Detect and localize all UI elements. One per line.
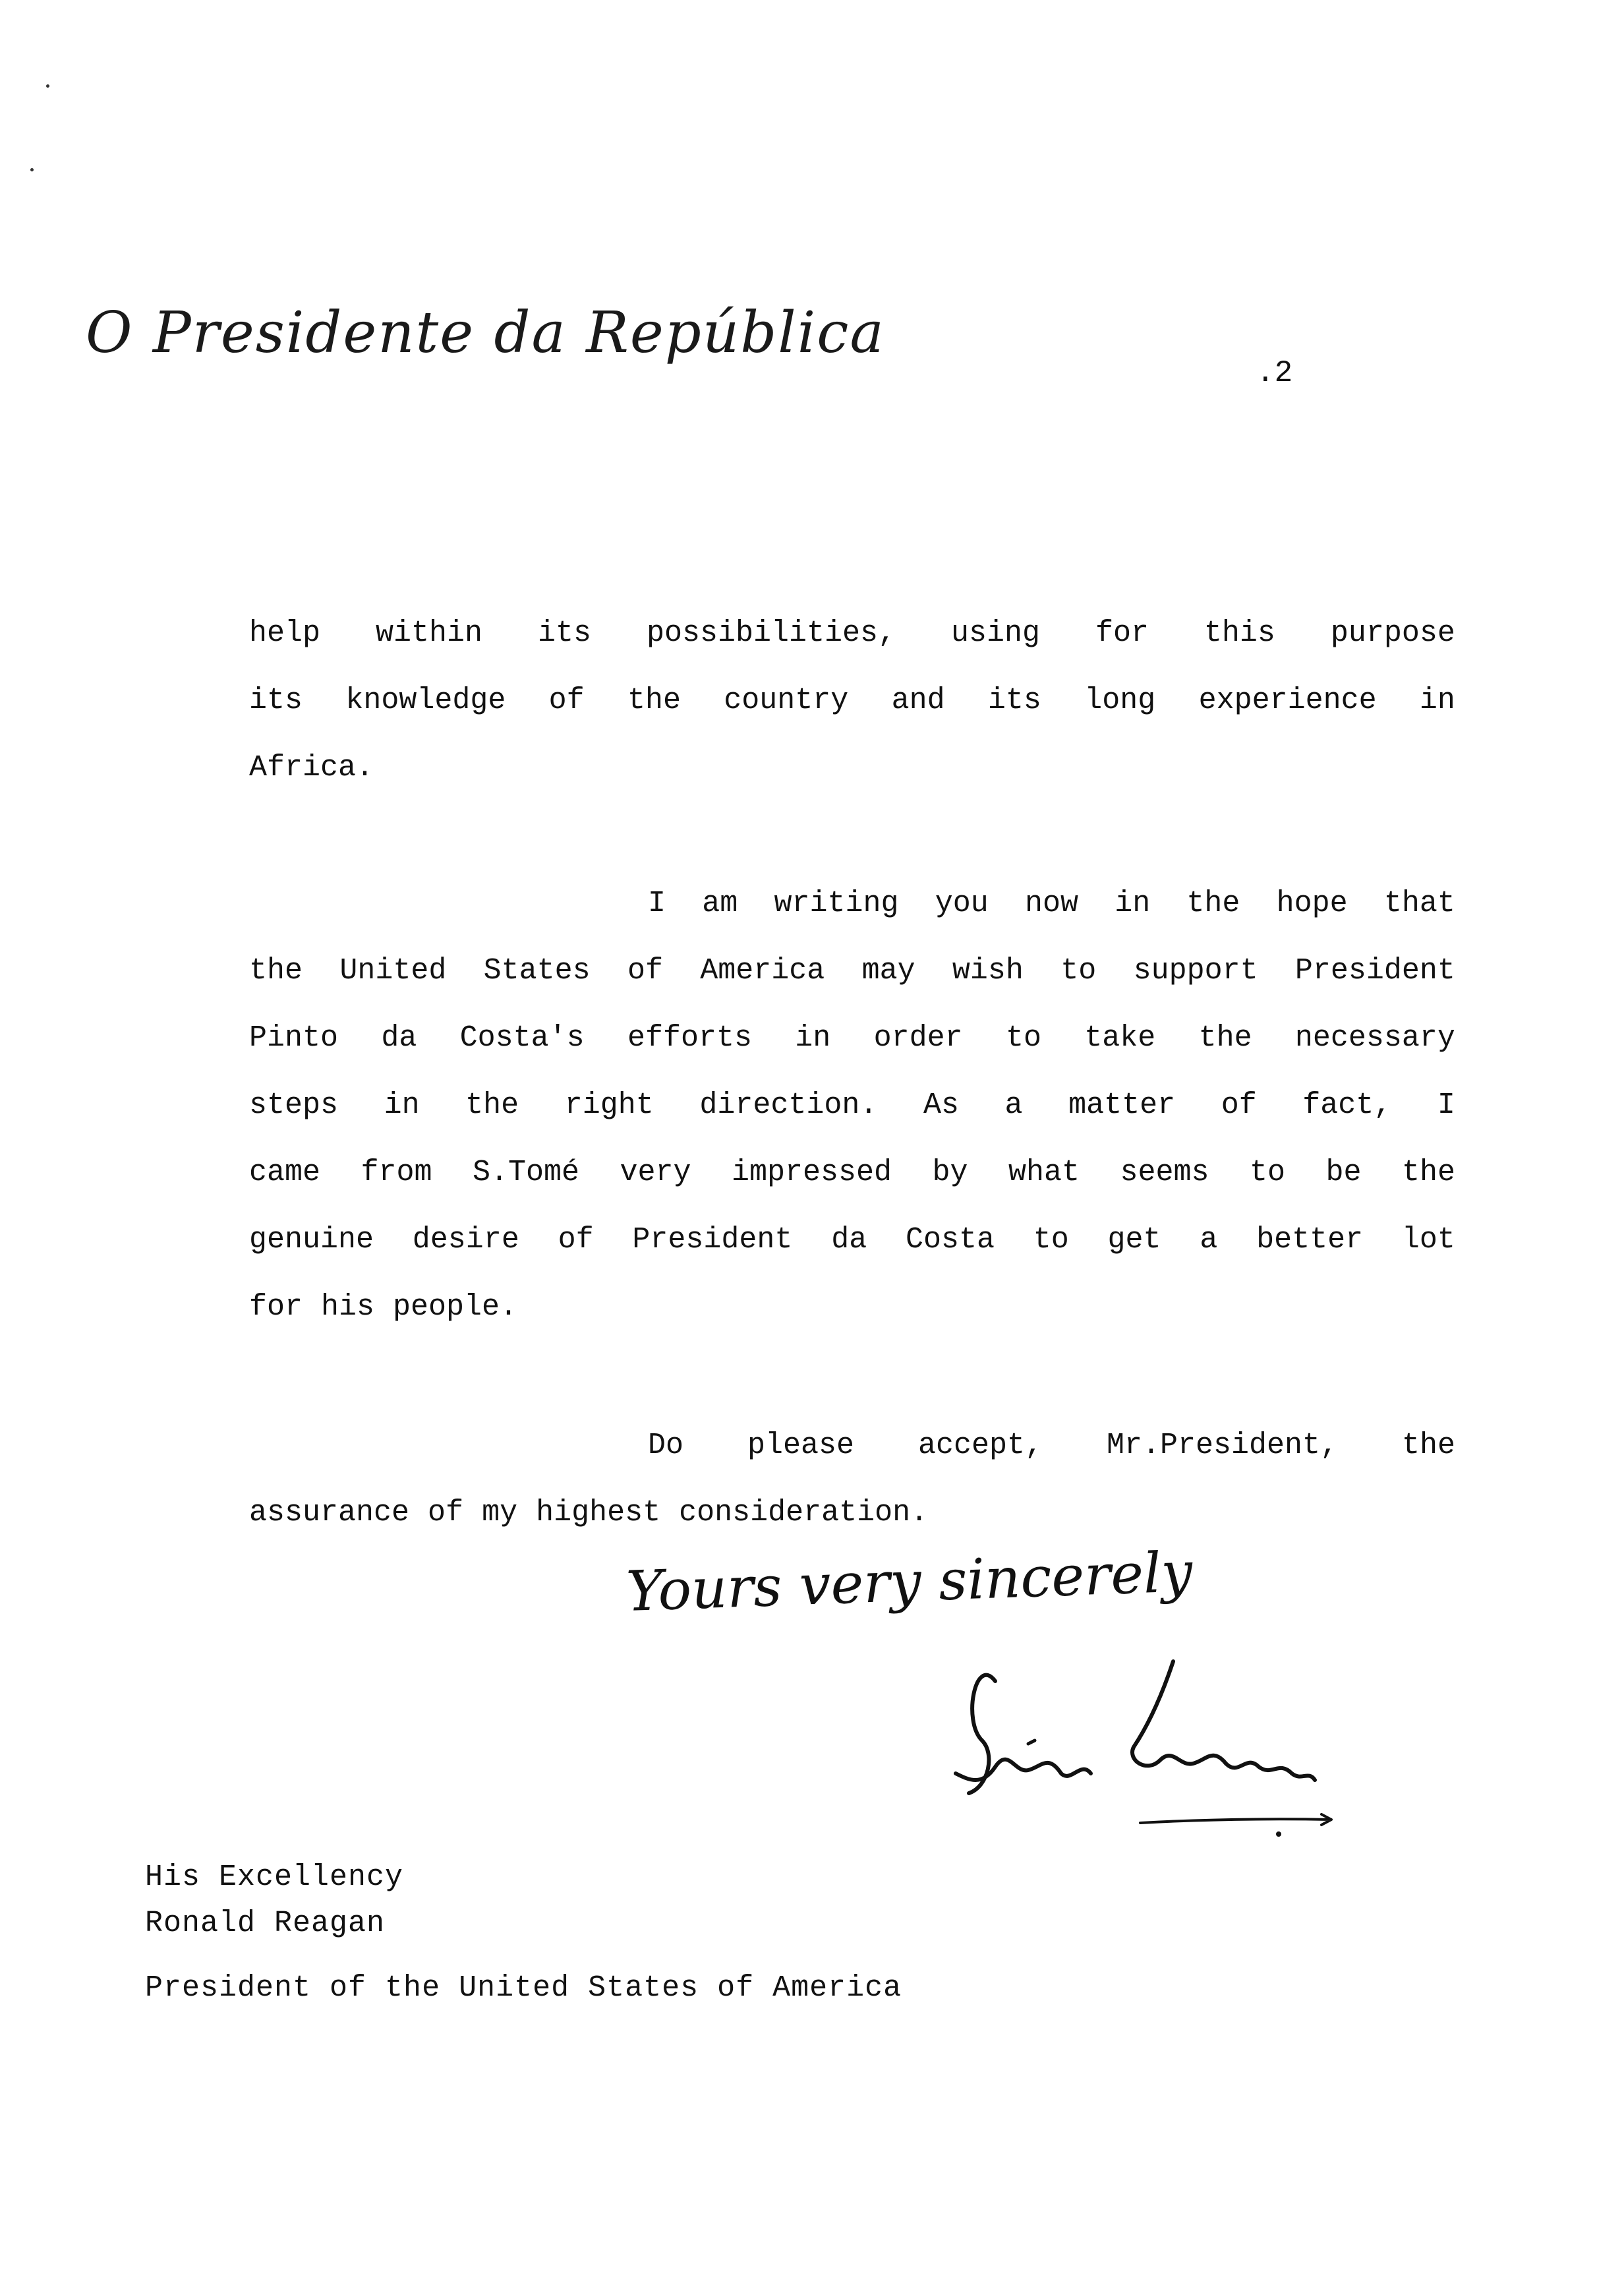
word: direction. xyxy=(699,1088,878,1122)
word: accept, xyxy=(917,1429,1043,1462)
word: very xyxy=(620,1156,691,1189)
word: in xyxy=(1419,684,1455,717)
word: I xyxy=(1437,1088,1455,1122)
text-line xyxy=(249,1072,1455,1139)
word: am xyxy=(702,887,738,920)
letterhead-title: O Presidente da República xyxy=(86,300,885,366)
word: now xyxy=(1024,887,1078,920)
word: for xyxy=(249,1290,303,1324)
word: of xyxy=(1221,1088,1257,1122)
word: came xyxy=(249,1156,321,1189)
word: the xyxy=(249,954,303,988)
text-line xyxy=(249,600,1455,667)
recipient-position: President of the United States of America xyxy=(145,1971,902,2005)
word: da xyxy=(831,1223,867,1257)
word: of xyxy=(558,1223,594,1257)
word: desire xyxy=(412,1223,519,1257)
word: consideration. xyxy=(679,1496,929,1530)
word: better xyxy=(1256,1223,1364,1257)
text-line xyxy=(249,870,1455,937)
word: efforts xyxy=(627,1021,752,1055)
word: support xyxy=(1133,954,1258,988)
word: seems xyxy=(1120,1156,1209,1189)
word: long xyxy=(1084,684,1156,717)
word: for xyxy=(1095,616,1149,650)
word: people. xyxy=(393,1290,518,1324)
word: of xyxy=(428,1496,464,1530)
word: Africa. xyxy=(249,751,374,785)
word: the xyxy=(1186,887,1240,920)
word: order xyxy=(873,1021,963,1055)
word: take xyxy=(1084,1021,1156,1055)
text-line xyxy=(249,1479,1455,1547)
word: and xyxy=(891,684,945,717)
word: hope xyxy=(1276,887,1348,920)
text-line xyxy=(249,1206,1455,1274)
word: the xyxy=(1198,1021,1252,1055)
word: the xyxy=(465,1088,519,1122)
word: As xyxy=(923,1088,959,1122)
word: the xyxy=(1401,1156,1455,1189)
word: that xyxy=(1383,887,1455,920)
word: possibilities, xyxy=(646,616,896,650)
word: knowledge xyxy=(345,684,506,717)
word: country xyxy=(724,684,849,717)
word: help xyxy=(249,616,321,650)
word: of xyxy=(548,684,585,717)
word: Costa's xyxy=(459,1021,585,1055)
word: Costa xyxy=(905,1223,995,1257)
word: within xyxy=(375,616,483,650)
word: to xyxy=(1033,1223,1069,1257)
paragraph-1 xyxy=(249,600,1455,802)
word: Mr.President, xyxy=(1106,1429,1338,1462)
word: a xyxy=(1200,1223,1218,1257)
word: in xyxy=(384,1088,420,1122)
word: highest xyxy=(536,1496,661,1530)
word: his xyxy=(321,1290,375,1324)
paper-speck xyxy=(30,168,34,171)
word: President xyxy=(1294,954,1455,988)
word: necessary xyxy=(1294,1021,1455,1055)
word: may xyxy=(861,954,915,988)
word: steps xyxy=(249,1088,339,1122)
word: da xyxy=(381,1021,417,1055)
word: to xyxy=(1060,954,1097,988)
word: States xyxy=(483,954,591,988)
word: to xyxy=(1005,1021,1041,1055)
word: impressed xyxy=(732,1156,892,1189)
word: its xyxy=(249,684,303,717)
word: its xyxy=(537,616,591,650)
word: writing xyxy=(774,887,899,920)
paper-speck xyxy=(46,84,49,88)
word: I xyxy=(648,887,666,920)
paragraph-3 xyxy=(249,1412,1455,1547)
word: the xyxy=(627,684,681,717)
recipient-name: Ronald Reagan xyxy=(145,1907,386,1940)
word: President xyxy=(632,1223,793,1257)
text-line xyxy=(249,1274,1455,1341)
word: America xyxy=(700,954,825,988)
word: this xyxy=(1204,616,1275,650)
word: right xyxy=(564,1088,654,1122)
word: of xyxy=(627,954,663,988)
word: the xyxy=(1401,1429,1455,1462)
recipient-title: His Excellency xyxy=(145,1860,404,1894)
word: please xyxy=(747,1429,854,1462)
word: Do xyxy=(648,1429,684,1462)
text-line xyxy=(249,1139,1455,1206)
word: in xyxy=(795,1021,831,1055)
page-number: .2 xyxy=(1256,356,1293,390)
word: what xyxy=(1008,1156,1080,1189)
word: to xyxy=(1250,1156,1286,1189)
word: wish xyxy=(952,954,1024,988)
word: lot xyxy=(1401,1223,1455,1257)
word: S.Tomé xyxy=(473,1156,580,1189)
word: my xyxy=(482,1496,518,1530)
word: United xyxy=(339,954,447,988)
word: get xyxy=(1107,1223,1161,1257)
text-line xyxy=(249,1005,1455,1072)
word: purpose xyxy=(1330,616,1455,650)
paragraph-2 xyxy=(249,870,1455,1341)
word: genuine xyxy=(249,1223,374,1257)
word: be xyxy=(1325,1156,1362,1189)
text-line xyxy=(249,1412,1455,1479)
word: assurance xyxy=(249,1496,410,1530)
word: you xyxy=(935,887,989,920)
signature xyxy=(949,1642,1345,1839)
text-line xyxy=(249,667,1455,734)
word: in xyxy=(1115,887,1151,920)
word: by xyxy=(932,1156,968,1189)
word: from xyxy=(361,1156,432,1189)
word: experience xyxy=(1198,684,1377,717)
word: fact, xyxy=(1302,1088,1392,1122)
word: a xyxy=(1004,1088,1023,1122)
word: matter xyxy=(1068,1088,1176,1122)
word: its xyxy=(987,684,1041,717)
text-line xyxy=(249,937,1455,1005)
closing-handwritten: Yours very sincerely xyxy=(625,1539,1194,1624)
word: using xyxy=(950,616,1040,650)
word: Pinto xyxy=(249,1021,339,1055)
text-line xyxy=(249,734,1455,802)
